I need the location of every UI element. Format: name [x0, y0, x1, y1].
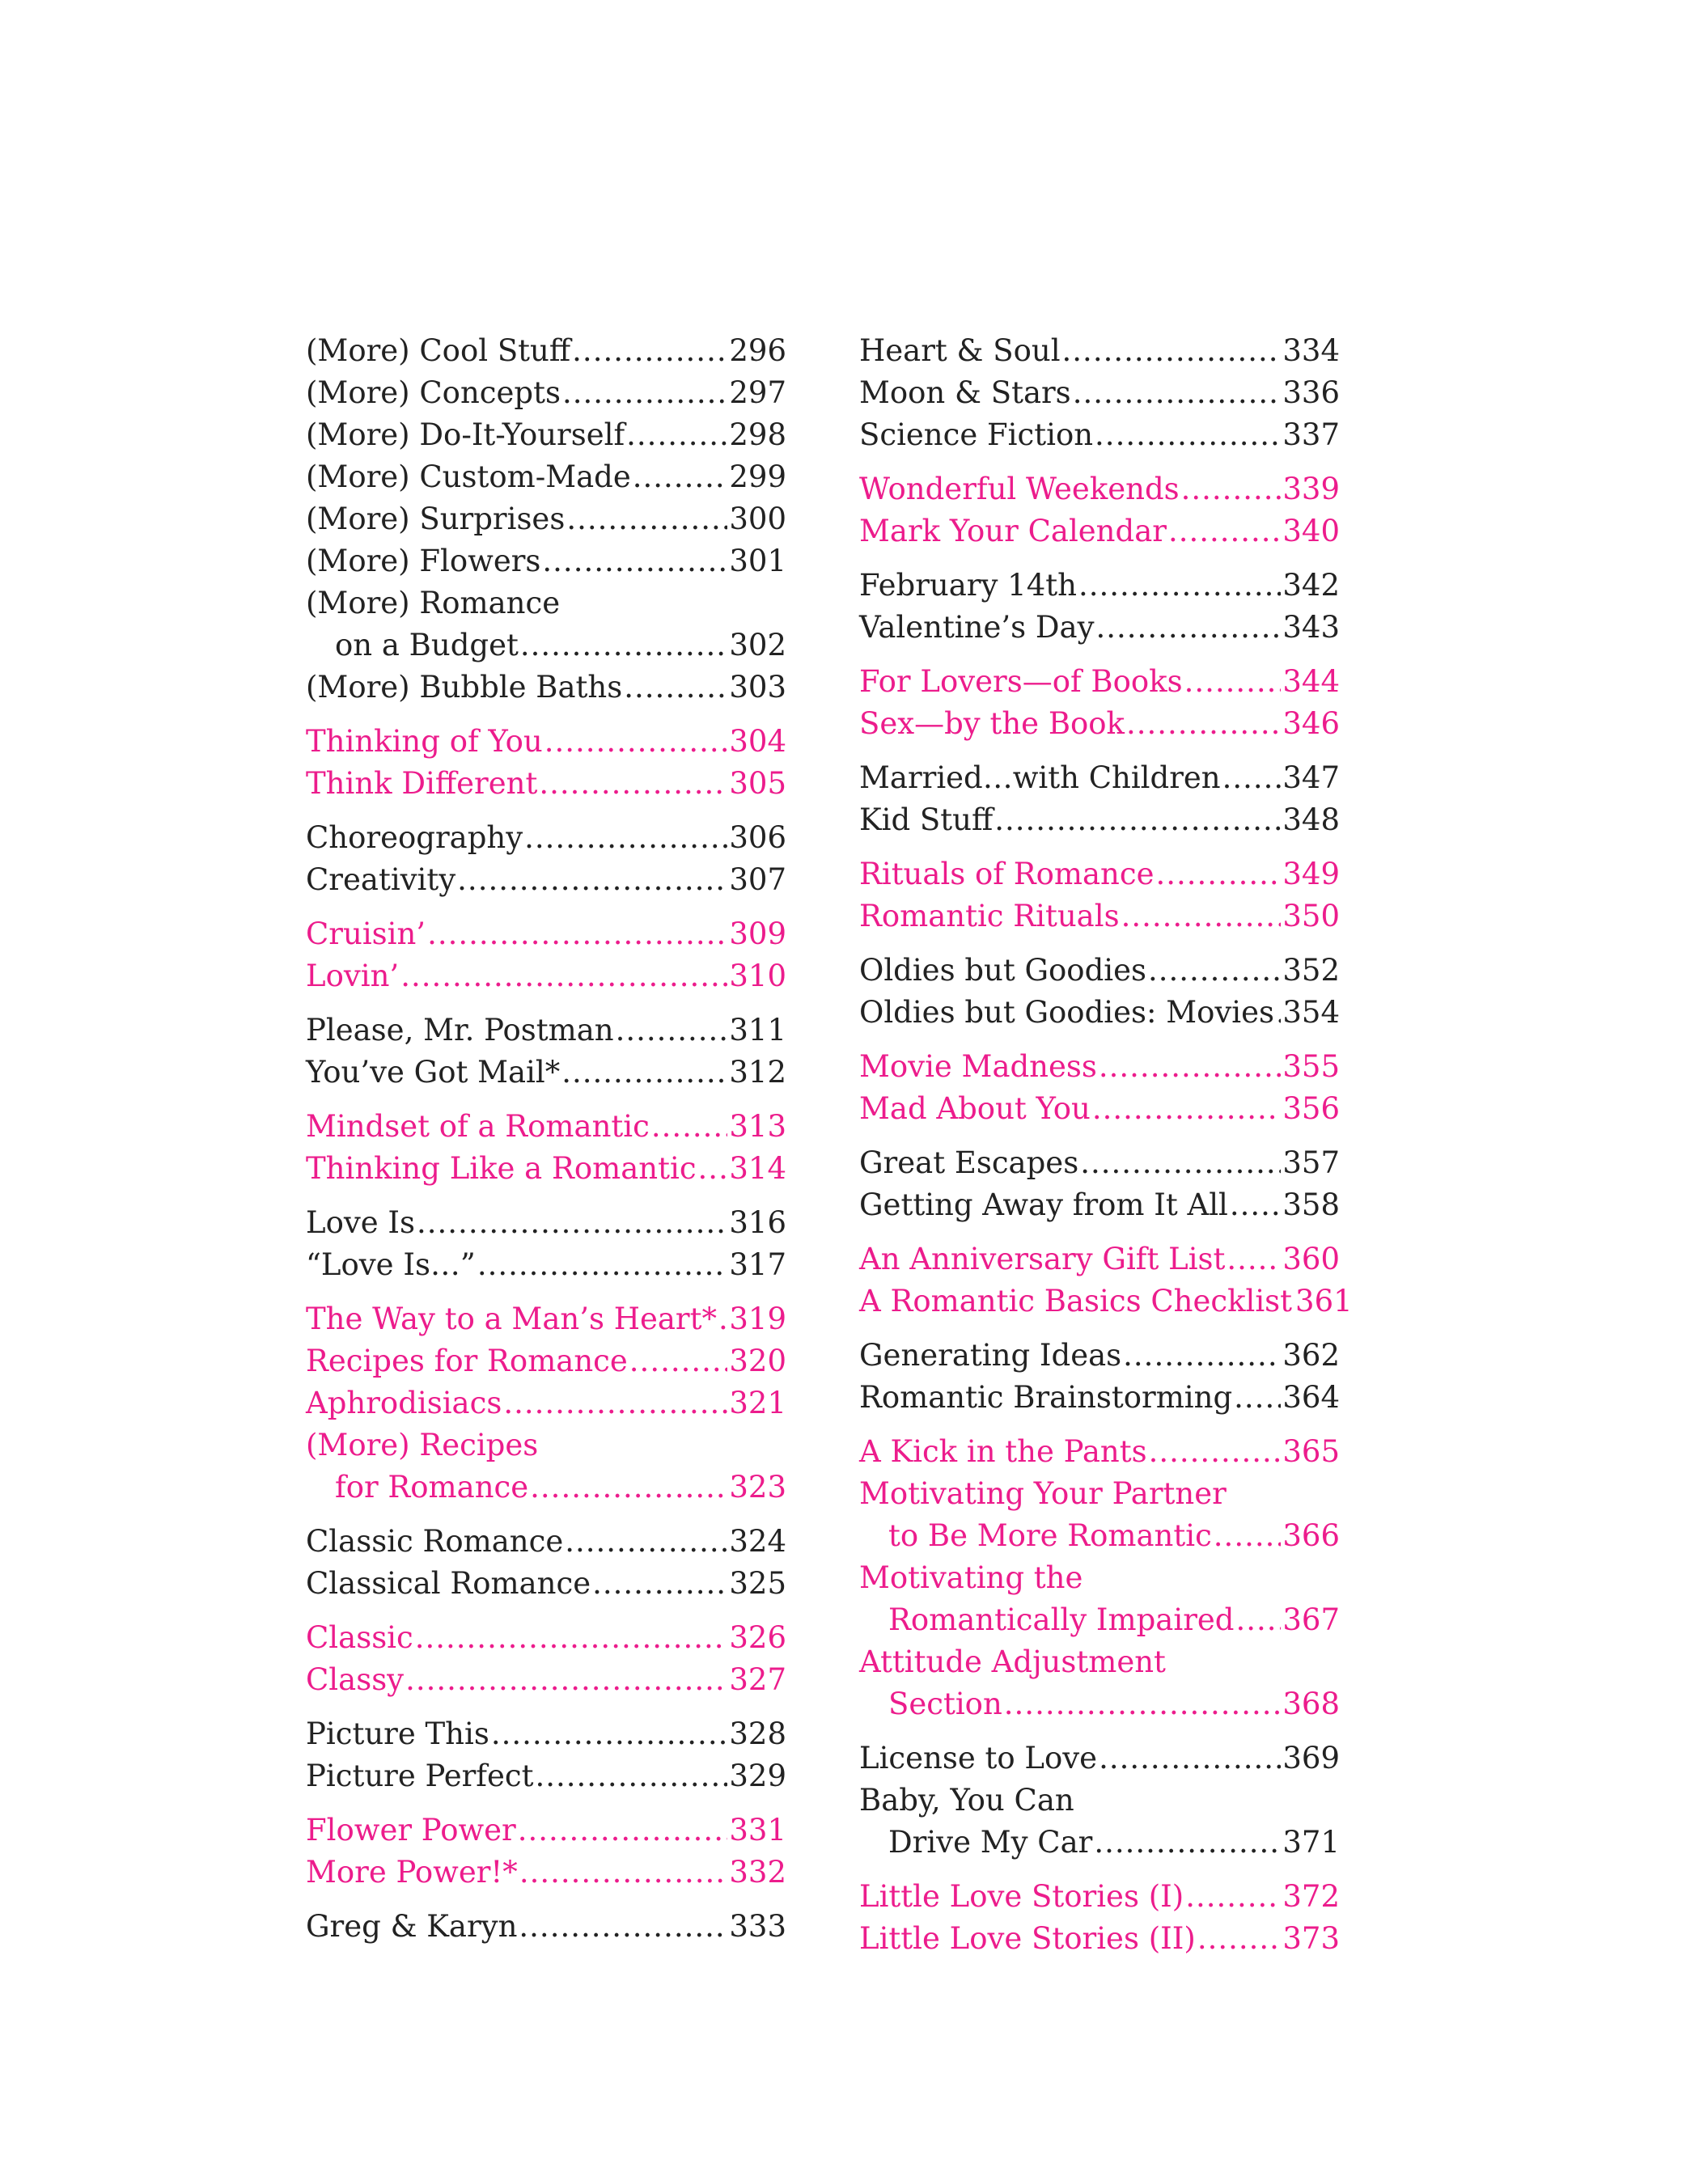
toc-entry-page-number: 310 — [729, 959, 786, 993]
toc-entry — [859, 1088, 1340, 1130]
toc-group — [859, 1876, 1340, 1960]
dot-leader — [1099, 1737, 1281, 1780]
toc-group — [306, 1906, 786, 1948]
toc-entry — [306, 1659, 786, 1701]
toc-entry-page-number: 373 — [1282, 1921, 1340, 1956]
dot-leader — [536, 1755, 728, 1797]
toc-entry — [306, 330, 786, 372]
dot-leader — [405, 1659, 727, 1701]
dot-leader — [524, 817, 727, 859]
toc-group — [306, 1521, 786, 1605]
toc-entry-title: Choreography — [306, 820, 523, 855]
toc-entry-page-number: 319 — [729, 1302, 786, 1336]
toc-entry-page-number: 369 — [1282, 1741, 1340, 1776]
toc-entry-page-number: 321 — [729, 1386, 786, 1420]
toc-entry-page-number: 365 — [1282, 1434, 1340, 1469]
toc-entry — [306, 1382, 786, 1424]
toc-entry-title: Creativity — [306, 862, 456, 897]
toc-group — [859, 565, 1340, 649]
toc-entry-title: Drive My Car — [888, 1825, 1093, 1860]
toc-entry-title: for Romance — [335, 1470, 529, 1505]
toc-entry-title: Thinking of You — [306, 724, 543, 759]
toc-entry — [306, 1563, 786, 1605]
dot-leader — [1222, 757, 1282, 799]
dot-leader — [1095, 414, 1281, 456]
toc-entry-title: A Romantic Basics Checklist — [859, 1284, 1293, 1318]
toc-entry-title: Cruisin’ — [306, 916, 426, 951]
toc-entry — [859, 1918, 1340, 1960]
dot-leader — [1096, 607, 1282, 649]
toc-entry-title: More Power!* — [306, 1855, 518, 1890]
dot-leader — [477, 1244, 728, 1286]
toc-entry-page-number: 324 — [729, 1524, 786, 1559]
toc-entry — [306, 1052, 786, 1094]
toc-entry-title: Classic Romance — [306, 1524, 564, 1559]
toc-entry-title: Kid Stuff — [859, 802, 994, 837]
dot-leader — [417, 1202, 727, 1244]
toc-entry-title: Think Different — [306, 766, 538, 801]
toc-entry — [306, 1713, 786, 1755]
toc-entry-page-number: 312 — [729, 1055, 786, 1090]
toc-entry-page-number: 350 — [1282, 899, 1340, 933]
toc-entry-title-line1: (More) Romance — [306, 586, 561, 620]
toc-entry-title: Movie Madness — [859, 1049, 1097, 1084]
toc-entry — [306, 1809, 786, 1852]
toc-entry — [859, 799, 1340, 841]
dot-leader — [565, 1521, 727, 1563]
toc-entry — [306, 913, 786, 955]
toc-entry — [859, 1377, 1340, 1419]
toc-entry-page-number: 352 — [1282, 953, 1340, 988]
toc-entry-title: Valentine’s Day — [859, 610, 1095, 645]
toc-entry — [306, 955, 786, 997]
toc-entry-title: Little Love Stories (I) — [859, 1879, 1184, 1914]
toc-entry-title: Mindset of a Romantic — [306, 1109, 650, 1144]
dot-leader — [633, 456, 728, 498]
toc-entry — [306, 1617, 786, 1659]
toc-entry-title: Romantic Rituals — [859, 899, 1120, 933]
toc-entry-title: License to Love — [859, 1741, 1098, 1776]
toc-entry-page-number: 356 — [1282, 1091, 1340, 1126]
toc-entry — [859, 330, 1340, 372]
toc-entry-title: Picture Perfect — [306, 1759, 534, 1793]
dot-leader — [518, 1809, 728, 1852]
toc-group — [306, 330, 786, 709]
toc-entry-title: Great Escapes — [859, 1145, 1079, 1180]
toc-entry — [306, 817, 786, 859]
toc-entry-page-number: 307 — [729, 862, 786, 897]
toc-entry-page-number: 343 — [1282, 610, 1340, 645]
toc-entry — [306, 498, 786, 540]
dot-leader — [624, 667, 727, 709]
toc-entry-title: Classic — [306, 1620, 413, 1655]
toc-entry-page-number: 304 — [729, 724, 786, 759]
toc-entry — [306, 1340, 786, 1382]
toc-entry-title: Generating Ideas — [859, 1338, 1122, 1373]
toc-entry-page-number: 347 — [1282, 760, 1340, 795]
toc-entry — [859, 1142, 1340, 1184]
dot-leader — [1185, 1876, 1281, 1918]
toc-entry — [859, 510, 1340, 552]
dot-leader — [994, 799, 1281, 841]
dot-leader — [1073, 372, 1282, 414]
toc-entry-page-number: 340 — [1282, 514, 1340, 548]
dot-leader — [1181, 468, 1282, 510]
toc-group — [306, 1202, 786, 1286]
toc-entry-page-number: 360 — [1282, 1242, 1340, 1276]
toc-entry-page-number: 337 — [1282, 417, 1340, 452]
dot-leader — [1234, 1377, 1281, 1419]
toc-group — [306, 1809, 786, 1894]
toc-entry-page-number: 357 — [1282, 1145, 1340, 1180]
dot-leader — [1168, 510, 1281, 552]
dot-leader — [491, 1713, 728, 1755]
toc-entry-page-number: 372 — [1282, 1879, 1340, 1914]
toc-entry-page-number: 364 — [1282, 1380, 1340, 1415]
toc-entry-page-number: 333 — [729, 1909, 786, 1944]
dot-leader — [520, 624, 728, 667]
toc-entry — [306, 372, 786, 414]
toc-entry-title: Mad About You — [859, 1091, 1091, 1126]
dot-leader — [1078, 565, 1281, 607]
toc-entry-page-number: 329 — [729, 1759, 786, 1793]
toc-entry-title: An Anniversary Gift List — [859, 1242, 1226, 1276]
toc-entry — [859, 661, 1340, 703]
dot-leader — [1080, 1142, 1281, 1184]
toc-entry-title: Picture This — [306, 1716, 489, 1751]
toc-entry-title-line1: Baby, You Can — [859, 1783, 1074, 1818]
dot-leader — [1126, 703, 1281, 745]
toc-entry-title: Section — [888, 1687, 1002, 1721]
toc-entry — [306, 540, 786, 582]
toc-entry — [859, 1431, 1340, 1473]
toc-entry-title: Getting Away from It All — [859, 1187, 1228, 1222]
toc-entry-title: (More) Concepts — [306, 375, 561, 410]
dot-leader — [1149, 1431, 1282, 1473]
dot-leader — [718, 1298, 727, 1340]
toc-group — [859, 1142, 1340, 1226]
toc-entry — [306, 1148, 786, 1190]
toc-entry-page-number: 314 — [729, 1151, 786, 1186]
dot-leader — [616, 1009, 728, 1052]
toc-entry-page-number: 325 — [729, 1566, 786, 1601]
toc-entry-page-number: 327 — [729, 1662, 786, 1697]
toc-column-left — [306, 330, 786, 1960]
toc-entry-title: Sex—by the Book — [859, 706, 1125, 741]
toc-entry-page-number: 311 — [729, 1013, 786, 1048]
toc-entry — [306, 1244, 786, 1286]
toc-entry-page-number: 296 — [729, 333, 786, 368]
toc-entry-title: Married…with Children — [859, 760, 1221, 795]
toc-entry — [859, 950, 1340, 992]
toc-entry-title: Please, Mr. Postman — [306, 1013, 614, 1048]
toc-entry-page-number: 317 — [729, 1247, 786, 1282]
toc-entry-title: “Love Is…” — [306, 1247, 476, 1282]
toc-entry-title: February 14th — [859, 568, 1077, 603]
toc-entry-page-number: 306 — [729, 820, 786, 855]
toc-entry-title: Romantic Brainstorming — [859, 1380, 1233, 1415]
toc-entry — [859, 607, 1340, 649]
dot-leader — [400, 955, 727, 997]
toc-entry-page-number: 299 — [729, 459, 786, 494]
toc-entry-page-number: 339 — [1282, 472, 1340, 506]
dot-leader — [503, 1382, 727, 1424]
toc-group — [306, 1298, 786, 1509]
toc-entry — [859, 895, 1340, 938]
toc-group — [859, 330, 1340, 456]
toc-entry — [306, 456, 786, 498]
toc-entry — [306, 763, 786, 805]
toc-entry-title: Rituals of Romance — [859, 857, 1155, 891]
dot-leader — [561, 1052, 727, 1094]
toc-entry-page-number: 346 — [1282, 706, 1340, 741]
dot-leader — [519, 1906, 727, 1948]
dot-leader — [1092, 1088, 1282, 1130]
toc-entry — [306, 1202, 786, 1244]
toc-entry-title: Oldies but Goodies — [859, 953, 1146, 988]
toc-entry-title: (More) Bubble Baths — [306, 670, 623, 705]
dot-leader — [1184, 661, 1282, 703]
toc-entry-page-number: 368 — [1282, 1687, 1340, 1721]
toc-entry — [859, 565, 1340, 607]
toc-group — [306, 1009, 786, 1094]
toc-entry-title: The Way to a Man’s Heart* — [306, 1302, 717, 1336]
toc-entry-title: Little Love Stories (II) — [859, 1921, 1196, 1956]
toc-entry-page-number: 349 — [1282, 857, 1340, 891]
toc-entry-title-line1: Attitude Adjustment — [859, 1644, 1166, 1679]
toc-entry-page-number: 309 — [729, 916, 786, 951]
toc-group — [859, 950, 1340, 1034]
toc-group — [859, 468, 1340, 552]
toc-entry-title: (More) Custom-Made — [306, 459, 631, 494]
dot-leader — [415, 1617, 728, 1659]
toc-entry-page-number: 367 — [1282, 1602, 1340, 1637]
toc-group — [306, 1713, 786, 1797]
toc-group — [859, 1431, 1340, 1725]
toc-entry — [306, 667, 786, 709]
toc-group — [859, 661, 1340, 745]
toc-group — [859, 1737, 1340, 1864]
toc-entry-title: (More) Do-It-Yourself — [306, 417, 625, 452]
toc-column-right — [859, 330, 1353, 1972]
toc-entry — [859, 468, 1340, 510]
toc-entry — [306, 721, 786, 763]
toc-entry-page-number: 300 — [729, 502, 786, 536]
toc-entry — [859, 853, 1340, 895]
toc-entry-page-number: 348 — [1282, 802, 1340, 837]
dot-leader — [1004, 1683, 1282, 1725]
dot-leader — [562, 372, 727, 414]
toc-entry-title-line1: (More) Recipes — [306, 1428, 539, 1462]
toc-entry-page-number: 336 — [1282, 375, 1340, 410]
toc-entry-title: (More) Surprises — [306, 502, 566, 536]
toc-entry-page-number: 316 — [729, 1205, 786, 1240]
dot-leader — [1197, 1918, 1282, 1960]
toc-entry-title: on a Budget — [335, 628, 519, 662]
dot-leader — [1276, 992, 1281, 1034]
toc-entry-title: Recipes for Romance — [306, 1344, 628, 1378]
toc-entry-title: Wonderful Weekends — [859, 472, 1180, 506]
toc-entry — [859, 1280, 1353, 1323]
dot-leader — [651, 1106, 728, 1148]
toc-entry — [306, 1755, 786, 1797]
toc-entry — [306, 1424, 786, 1509]
toc-entry-title-line1: Motivating Your Partner — [859, 1476, 1227, 1511]
dot-leader — [519, 1852, 728, 1894]
dot-leader — [1148, 950, 1281, 992]
toc-group — [859, 853, 1340, 938]
toc-entry-page-number: 313 — [729, 1109, 786, 1144]
toc-group — [306, 817, 786, 901]
toc-entry-title: For Lovers—of Books — [859, 664, 1183, 699]
toc-entry-title: Classical Romance — [306, 1566, 591, 1601]
dot-leader — [1156, 853, 1282, 895]
toc-entry-page-number: 323 — [729, 1470, 786, 1505]
toc-group — [859, 1046, 1340, 1130]
toc-entry-title: (More) Cool Stuff — [306, 333, 571, 368]
dot-leader — [530, 1467, 727, 1509]
dot-leader — [592, 1563, 727, 1605]
toc-entry — [859, 1473, 1340, 1557]
dot-leader — [629, 1340, 728, 1382]
dot-leader — [698, 1148, 728, 1190]
toc-entry-title: Moon & Stars — [859, 375, 1071, 410]
toc-entry — [859, 1238, 1340, 1280]
toc-entry — [859, 1557, 1340, 1641]
toc-entry-page-number: 305 — [729, 766, 786, 801]
toc-entry — [859, 757, 1340, 799]
toc-entry — [859, 372, 1340, 414]
toc-entry-title: Oldies but Goodies: Movies — [859, 995, 1274, 1030]
toc-entry-page-number: 358 — [1282, 1187, 1340, 1222]
dot-leader — [626, 414, 727, 456]
toc-entry — [306, 1852, 786, 1894]
toc-entry-title: Mark Your Calendar — [859, 514, 1167, 548]
toc-entry-page-number: 332 — [729, 1855, 786, 1890]
toc-entry — [859, 703, 1340, 745]
dot-leader — [457, 859, 727, 901]
dot-leader — [1123, 1335, 1281, 1377]
toc-entry-title: Science Fiction — [859, 417, 1094, 452]
toc-entry-page-number: 334 — [1282, 333, 1340, 368]
toc-group — [859, 757, 1340, 841]
toc-entry — [306, 859, 786, 901]
toc-entry — [859, 414, 1340, 456]
toc-entry-page-number: 326 — [729, 1620, 786, 1655]
toc-entry — [859, 1780, 1340, 1864]
toc-entry — [306, 1009, 786, 1052]
toc-entry-page-number: 354 — [1282, 995, 1340, 1030]
toc-entry-title: to Be More Romantic — [888, 1518, 1212, 1553]
toc-entry — [306, 1298, 786, 1340]
toc-entry-page-number: 342 — [1282, 568, 1340, 603]
toc-entry — [859, 992, 1340, 1034]
toc-group — [306, 1617, 786, 1701]
dot-leader — [572, 330, 727, 372]
toc-entry-page-number: 301 — [729, 544, 786, 578]
dot-leader — [542, 540, 727, 582]
toc-group — [306, 913, 786, 997]
toc-entry-title: Heart & Soul — [859, 333, 1061, 368]
toc-entry-title: Thinking Like a Romantic — [306, 1151, 697, 1186]
toc-entry-page-number: 328 — [729, 1716, 786, 1751]
dot-leader — [1230, 1184, 1281, 1226]
dot-leader — [1121, 895, 1282, 938]
toc-group — [859, 1335, 1340, 1419]
toc-entry-title: Lovin’ — [306, 959, 400, 993]
dot-leader — [1062, 330, 1282, 372]
toc-entry — [859, 1046, 1340, 1088]
toc-entry — [306, 582, 786, 667]
toc-entry-title: A Kick in the Pants — [859, 1434, 1147, 1469]
toc-entry — [859, 1335, 1340, 1377]
toc-group — [306, 1106, 786, 1190]
toc-entry-page-number: 355 — [1282, 1049, 1340, 1084]
toc-entry-page-number: 366 — [1282, 1518, 1340, 1553]
dot-leader — [1214, 1515, 1282, 1557]
toc-entry-title: You’ve Got Mail* — [306, 1055, 561, 1090]
dot-leader — [544, 721, 728, 763]
toc-entry-page-number: 331 — [729, 1813, 786, 1848]
toc-entry — [859, 1876, 1340, 1918]
toc-entry-title: Greg & Karyn — [306, 1909, 518, 1944]
toc-entry-page-number: 298 — [729, 417, 786, 452]
toc-entry — [306, 414, 786, 456]
dot-leader — [427, 913, 727, 955]
toc-entry-page-number: 361 — [1295, 1284, 1353, 1318]
toc-group — [306, 721, 786, 805]
toc-entry — [859, 1641, 1340, 1725]
toc-entry-page-number: 344 — [1282, 664, 1340, 699]
toc-entry-page-number: 297 — [729, 375, 786, 410]
toc-entry-page-number: 303 — [729, 670, 786, 705]
dot-leader — [1227, 1238, 1281, 1280]
toc-entry-title: Love Is — [306, 1205, 416, 1240]
dot-leader — [1099, 1046, 1281, 1088]
toc-entry-title: Flower Power — [306, 1813, 516, 1848]
toc-entry — [306, 1906, 786, 1948]
dot-leader — [566, 498, 727, 540]
toc-entry-page-number: 302 — [729, 628, 786, 662]
toc-entry-page-number: 320 — [729, 1344, 786, 1378]
toc-entry — [306, 1106, 786, 1148]
toc-entry-page-number: 371 — [1282, 1825, 1340, 1860]
toc-entry-page-number: 362 — [1282, 1338, 1340, 1373]
toc-entry-title-line1: Motivating the — [859, 1560, 1083, 1595]
toc-entry — [306, 1521, 786, 1563]
dot-leader — [1235, 1599, 1281, 1641]
toc-group — [859, 1238, 1353, 1323]
toc-entry-title: (More) Flowers — [306, 544, 541, 578]
toc-entry-title: Classy — [306, 1662, 405, 1697]
toc-entry-title: Romantically Impaired — [888, 1602, 1235, 1637]
toc-entry — [859, 1737, 1340, 1780]
dot-leader — [539, 763, 727, 805]
toc-entry — [859, 1184, 1340, 1226]
dot-leader — [1094, 1822, 1281, 1864]
toc-entry-title: Aphrodisiacs — [306, 1386, 502, 1420]
